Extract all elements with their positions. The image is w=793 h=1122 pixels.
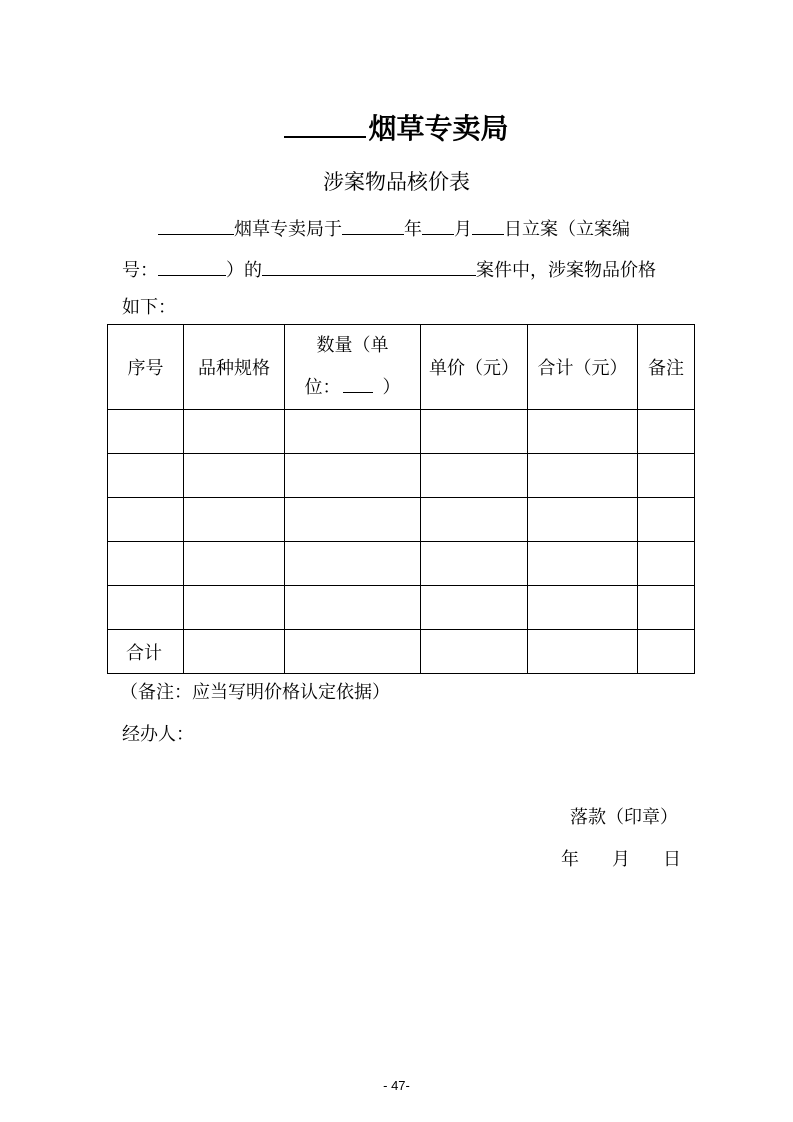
bureau-blank[interactable] <box>158 214 234 235</box>
intro-text-year: 年 <box>404 219 422 240</box>
intro-text-bureau: 烟草专卖局于 <box>234 219 342 240</box>
table-cell[interactable] <box>528 498 638 542</box>
month-blank[interactable] <box>422 214 454 235</box>
header-quantity-close: ） <box>382 377 401 398</box>
table-cell[interactable] <box>528 454 638 498</box>
header-subtotal: 合计（元） <box>528 325 638 410</box>
table-cell[interactable] <box>528 542 638 586</box>
intro-line-2 <box>122 255 656 283</box>
case-number-blank[interactable] <box>158 255 226 276</box>
intro-text-number: 号： <box>122 260 158 281</box>
unit-blank[interactable] <box>343 374 373 393</box>
table-cell[interactable] <box>108 586 184 630</box>
document-subtitle: 涉案物品核价表 <box>323 170 470 194</box>
table-cell[interactable] <box>285 454 421 498</box>
table-cell[interactable] <box>108 498 184 542</box>
table-cell[interactable] <box>184 410 285 454</box>
table-cell[interactable] <box>421 542 528 586</box>
intro-line-1 <box>158 214 630 242</box>
table-row <box>108 498 695 542</box>
intro-line-3: 如下： <box>122 297 176 318</box>
header-quantity-unit-label: 位： <box>304 377 341 398</box>
table-cell[interactable] <box>184 498 285 542</box>
header-spec: 品种规格 <box>184 325 285 410</box>
table-cell[interactable] <box>638 410 695 454</box>
table-cell[interactable] <box>285 410 421 454</box>
intro-text-case: 案件中，涉案物品价格 <box>476 260 656 281</box>
header-quantity <box>285 325 421 410</box>
table-cell[interactable] <box>108 454 184 498</box>
year-blank[interactable] <box>342 214 404 235</box>
table-row <box>108 410 695 454</box>
total-label: 合计 <box>108 630 184 674</box>
date-month-label: 月 <box>612 849 630 870</box>
table-cell[interactable] <box>108 410 184 454</box>
signature-date <box>561 848 681 872</box>
table-cell[interactable] <box>528 410 638 454</box>
basis-note: （备注：应当写明价格认定依据） <box>120 682 390 703</box>
table-cell[interactable] <box>108 542 184 586</box>
header-unit-price: 单价（元） <box>421 325 528 410</box>
table-cell[interactable] <box>421 586 528 630</box>
header-quantity-line2 <box>285 367 420 409</box>
intro-text-of: ）的 <box>226 260 262 281</box>
date-year-label: 年 <box>561 849 579 870</box>
price-table <box>107 324 695 674</box>
table-cell[interactable] <box>184 454 285 498</box>
date-day-label: 日 <box>663 849 681 870</box>
table-row <box>108 454 695 498</box>
table-total-row <box>108 630 695 674</box>
table-cell[interactable] <box>421 454 528 498</box>
page-number: - 47- <box>383 1078 410 1093</box>
table-cell[interactable] <box>184 630 285 674</box>
title-text: 烟草专卖局 <box>368 112 509 145</box>
table-cell[interactable] <box>638 630 695 674</box>
day-blank[interactable] <box>472 214 504 235</box>
table-cell[interactable] <box>285 498 421 542</box>
table-cell[interactable] <box>285 586 421 630</box>
intro-text-month: 月 <box>454 219 472 240</box>
header-seq: 序号 <box>108 325 184 410</box>
stamp-label: 落款（印章） <box>570 807 678 828</box>
table-row <box>108 542 695 586</box>
handler-label: 经办人： <box>122 724 194 745</box>
document-title <box>0 108 793 147</box>
table-cell[interactable] <box>421 630 528 674</box>
table-cell[interactable] <box>638 542 695 586</box>
table-cell[interactable] <box>285 542 421 586</box>
table-cell[interactable] <box>638 454 695 498</box>
header-quantity-line1: 数量（单 <box>316 335 389 356</box>
table-cell[interactable] <box>421 410 528 454</box>
table-cell[interactable] <box>285 630 421 674</box>
case-name-blank[interactable] <box>262 255 476 276</box>
table-header-row <box>108 325 695 410</box>
table-cell[interactable] <box>184 586 285 630</box>
table-cell[interactable] <box>528 586 638 630</box>
title-blank[interactable] <box>284 108 366 138</box>
table-cell[interactable] <box>528 630 638 674</box>
table-cell[interactable] <box>421 498 528 542</box>
table-cell[interactable] <box>638 498 695 542</box>
intro-text-filed: 日立案（立案编 <box>504 219 630 240</box>
table-row <box>108 586 695 630</box>
table-cell[interactable] <box>638 586 695 630</box>
table-cell[interactable] <box>184 542 285 586</box>
header-remark: 备注 <box>638 325 695 410</box>
